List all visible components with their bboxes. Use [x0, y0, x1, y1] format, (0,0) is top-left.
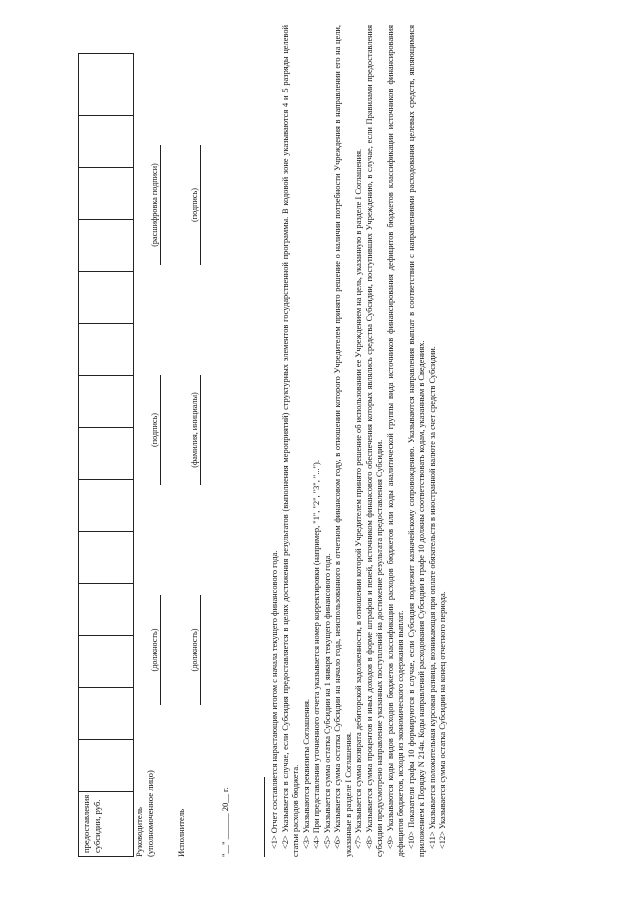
- executor-name-caption: (фамилия, инициалы): [190, 392, 199, 468]
- table-cell: [79, 323, 134, 375]
- footnote: <8> Указывается сумма процентов и иных доходов в форме штрафов и пеней, источником финансового обеспечения которых являлись средства Субсидии, поступивших Учреждению, в случае, если Правилами предоставления субсидии предусмотрено направление указанных поступлений на достижение результата предоставления Субсидии.: [364, 25, 384, 857]
- table-cell: [79, 167, 134, 219]
- table-cell: [79, 635, 134, 687]
- subsidy-table-fragment: [78, 53, 134, 857]
- head-name-caption: (расшифровка подписи): [150, 163, 159, 247]
- table-cell: [79, 479, 134, 531]
- footnote: <12> Указывается сумма остатка Субсидии на конец отчетного периода.: [438, 591, 447, 849]
- footnote: <7> Указывается сумма возврата дебиторской задолженности, в отношении которой Учредителем принято решение об использовании ее Учреждением на цель, указанную в разделе I Соглашения.: [354, 148, 363, 849]
- footnote: <3> Указываются реквизиты Соглашения.: [301, 699, 311, 849]
- head-signature-caption: (подпись): [150, 413, 159, 447]
- table-cell: [79, 531, 134, 583]
- executor-label: Исполнитель: [176, 808, 186, 857]
- footnote: <6> Указывается сумма остатка Субсидии на начало года, неиспользованного в отчетном финансовом году, в отношении которого Учредителем принято решение о наличии потребности Учреждения в направлении его на цели, указанные в разделе I Соглашения.: [333, 25, 353, 857]
- table-cell: [79, 687, 134, 739]
- table-cell: [79, 427, 134, 479]
- table-cell: [79, 219, 134, 271]
- row-label: предоставления субсидии, руб.: [79, 791, 134, 856]
- footnote: <5> Указывается сумма остатка Субсидии на 1 января текущего финансового года.: [322, 553, 332, 849]
- footnote: <9> Указываются коды видов расходов бюджетов классификации расходов бюджетов или коды аналитической группы вида источников финансирования дефицитов бюджетов классификации источников финансирования дефицитов бюджетов, исходя из экономического содержания выплат.: [385, 25, 405, 857]
- head-label: Руководитель (уполномоченное лицо): [134, 770, 155, 857]
- footnotes: [270, 25, 449, 857]
- table-cell: [79, 583, 134, 635]
- date-line: "__" ______ 20__ г.: [220, 787, 230, 857]
- head-position-caption: (должность): [150, 628, 159, 672]
- executor-position-caption: (должность): [190, 628, 199, 672]
- table-cell: [79, 53, 134, 115]
- table-cell: [79, 115, 134, 167]
- table-cell: [79, 271, 134, 323]
- footnote: <11> Указывается положительная курсовая разница, возникающая при оплате обязательств в иностранной валюте за счет средств Субсидии.: [427, 346, 437, 849]
- footnote: <4> При представлении уточненного отчета указывается номер корректировки (например, "1", "2", "3", "...").: [312, 460, 321, 849]
- footnote: <1> Отчет составляется нарастающим итогом с начала текущего финансового года.: [270, 550, 279, 849]
- table-cell: [79, 375, 134, 427]
- footnote-separator: [264, 777, 265, 857]
- executor-phone-caption: (подпись): [190, 188, 199, 222]
- footnote: <10> Показатели графы 10 формируются в случае, если Субсидия подлежит казначейскому сопровождению. Указываются направления выплат в соответствии с направлениями расходования целевых средств, являющимися приложением к Порядку N 214н. Коды направлений расходования Субсидии в графе 10 должны соответствовать кодам, указанным в Сведениях.: [406, 25, 426, 857]
- footnote: <2> Указывается в случае, если Субсидия предоставляется в целях достижения результатов (выполнения мероприятий) структурных элементов государственной программы. В кодовой зоне указываются 4 и 5 разряды целевой статьи расходов бюджета.: [280, 25, 300, 857]
- table-cell: [79, 739, 134, 791]
- table-row: [79, 53, 134, 856]
